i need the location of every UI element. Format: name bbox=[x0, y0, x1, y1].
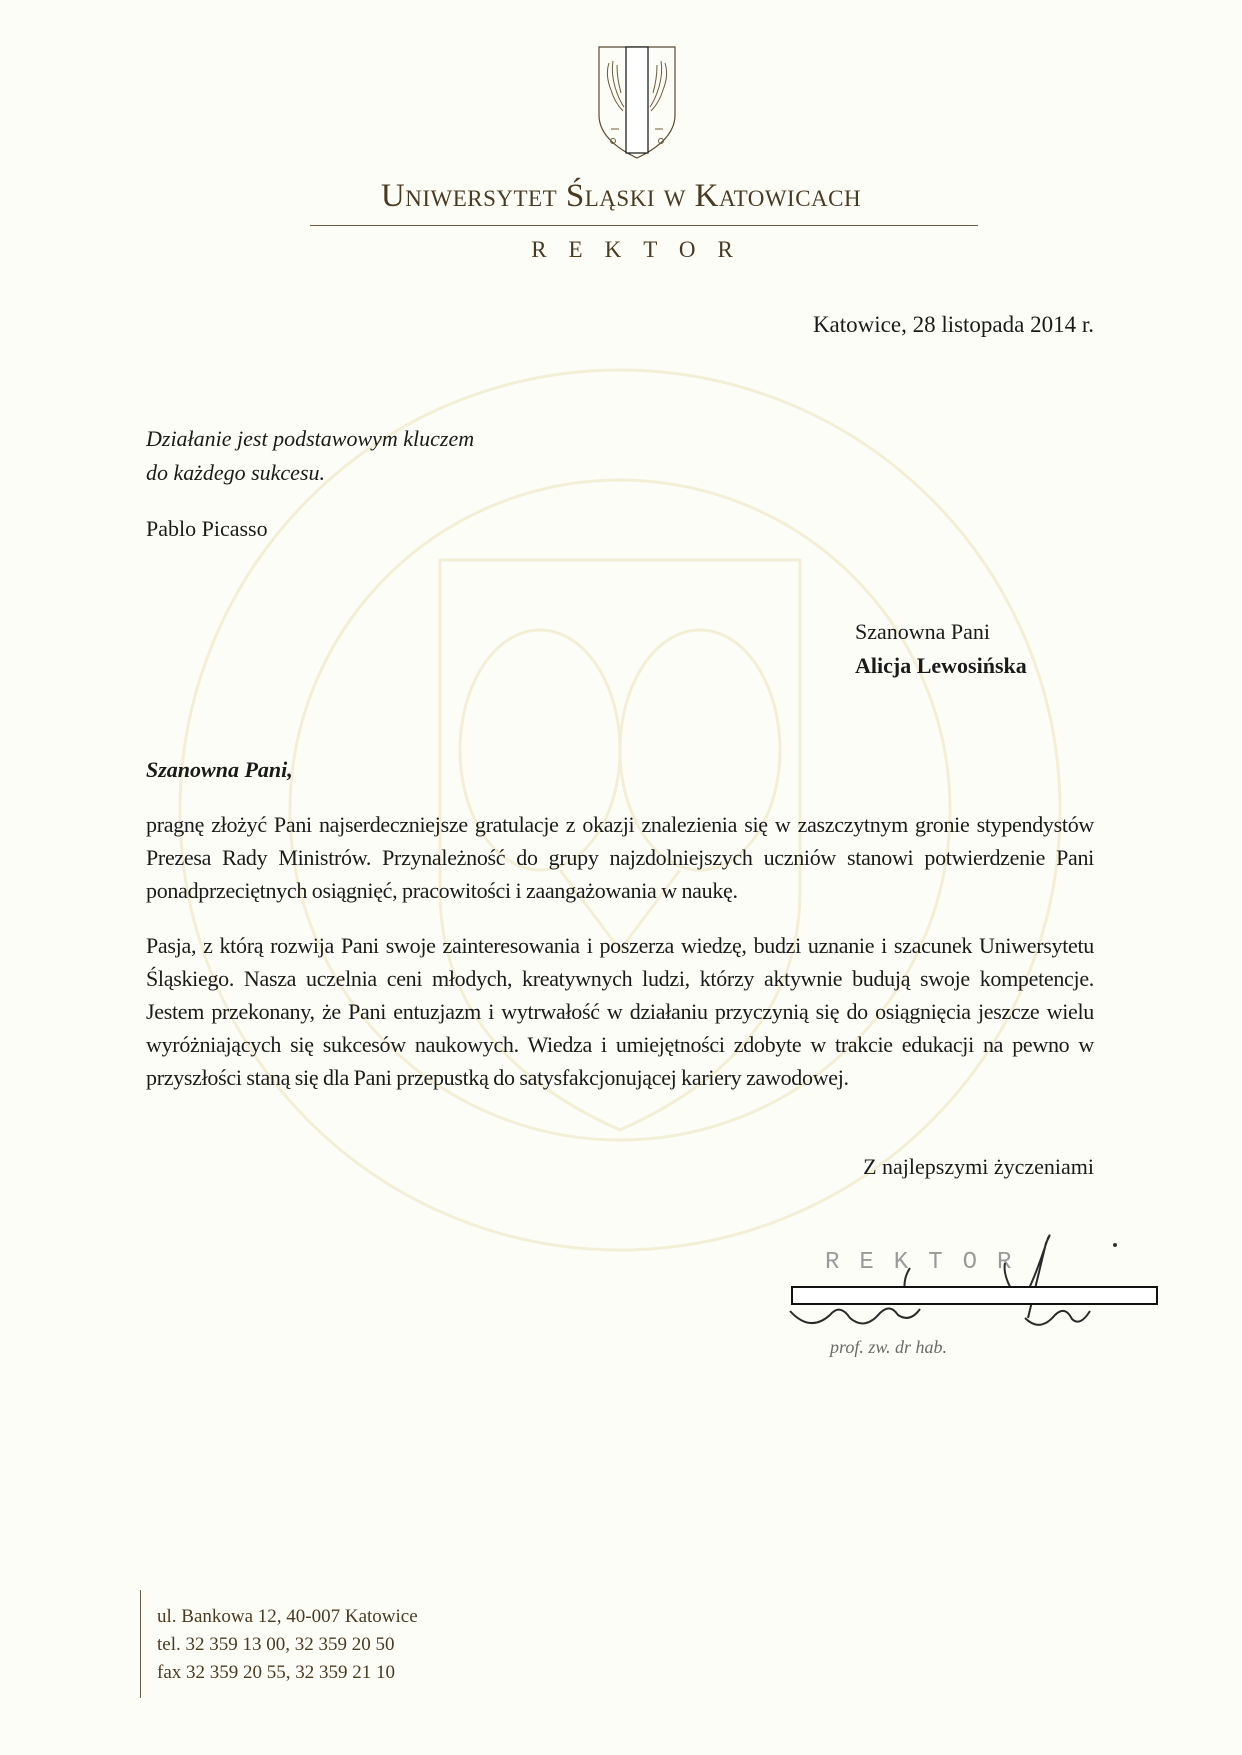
salutation: Szanowna Pani, bbox=[146, 757, 293, 782]
body-paragraph: Pasja, z którą rozwija Pani swoje zainteresowania i poszerza wiedzę, budzi uznanie i szacunek Uniwersytetu Śląskiego. Nasza uczelnia ceni młodych, kreatywnych ludzi, którzy aktywnie budują swoje kompetencje. Jestem przekonany, że Pani entuzjazm i wytrwałość w działaniu przyczynią się do osiągnięcia jeszcze wielu wyróżniających się sukcesów naukowych. Wiedza i umiejętności zdobyte w trakcie edukacji na pewno w przyszłości staną się dla Pani przepustką do satysfakcjonującej kariery zawodowej. bbox=[146, 933, 1094, 1090]
university-name: Uniwersytet Śląski w Katowicach bbox=[380, 178, 862, 214]
addressee-greeting: Szanowna Pani bbox=[855, 619, 991, 644]
quote-author: Pablo Picasso bbox=[146, 516, 268, 541]
signature-block bbox=[780, 1223, 1140, 1373]
body-paragraph: pragnę złożyć Pani najserdeczniejsze gratulacje z okazji znalezienia się w zaszczytnym gronie stypendystów Prezesa Rady Ministrów. Przynależność do grupy najzdolniejszych uczniów stanowi potwierdzenie Pani ponadprzeciętnych osiągnięć, pracowitości i zaangażowania w naukę. bbox=[146, 812, 1094, 903]
letter-body bbox=[146, 308, 1094, 1373]
footer-contact bbox=[157, 1603, 418, 1687]
quote bbox=[146, 422, 1094, 490]
footer-divider bbox=[140, 1590, 141, 1698]
redaction-box bbox=[791, 1286, 1158, 1305]
signatory-title: prof. zw. dr hab. bbox=[830, 1337, 948, 1357]
addressee-name: Alicja Lewosińska bbox=[855, 653, 1027, 678]
footer-fax: fax 32 359 20 55, 32 359 21 10 bbox=[157, 1662, 396, 1683]
addressee-block bbox=[855, 615, 1094, 683]
rektor-stamp: REKTOR bbox=[825, 1249, 1032, 1276]
quote-line: do każdego sukcesu. bbox=[146, 460, 326, 485]
closing: Z najlepszymi życzeniami bbox=[863, 1154, 1094, 1179]
date-line: Katowice, 28 listopada 2014 r. bbox=[812, 312, 1094, 337]
university-crest-logo bbox=[597, 45, 677, 160]
quote-line: Działanie jest podstawowym kluczem bbox=[146, 426, 475, 451]
footer-address: ul. Bankowa 12, 40-007 Katowice bbox=[157, 1606, 418, 1627]
footer-phone: tel. 32 359 13 00, 32 359 20 50 bbox=[157, 1634, 395, 1655]
header-divider bbox=[310, 225, 978, 226]
office-title: REKTOR bbox=[531, 237, 755, 262]
